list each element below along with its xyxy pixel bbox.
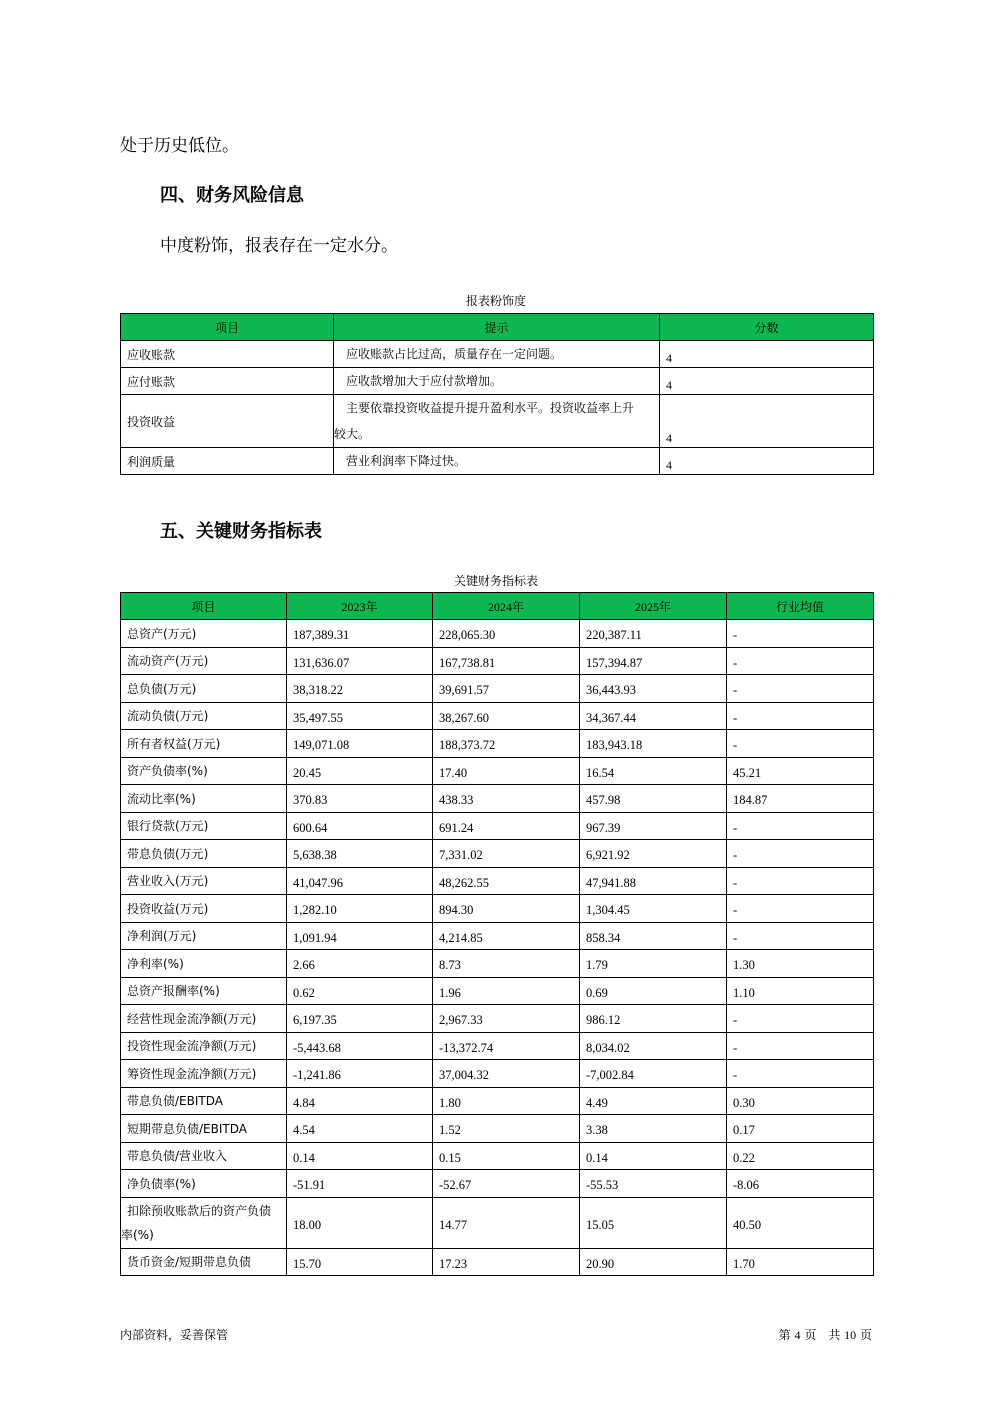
indicator-item-cell: 营业收入(万元) — [121, 867, 287, 895]
value-2023-cell: 1,282.10 — [287, 895, 433, 923]
value-2023-cell: 4.54 — [287, 1115, 433, 1143]
risk-header-score: 分数 — [660, 314, 874, 341]
risk-item-cell: 投资收益 — [121, 395, 334, 448]
industry-avg-cell: 1.30 — [727, 950, 874, 978]
value-2025-cell: 8,034.02 — [580, 1032, 727, 1060]
value-2023-cell: 18.00 — [287, 1197, 433, 1248]
value-2025-cell: 858.34 — [580, 922, 727, 950]
indicator-table-row — [121, 895, 874, 923]
value-2024-cell: 7,331.02 — [433, 840, 580, 868]
indicator-item-cell: 短期带息负债/EBITDA — [121, 1115, 287, 1143]
indicator-table-row — [121, 812, 874, 840]
indicator-item-cell: 净负债率(%) — [121, 1170, 287, 1198]
value-2025-cell: 183,943.18 — [580, 730, 727, 758]
industry-avg-cell: - — [727, 702, 874, 730]
section4-heading: 四、财务风险信息 — [160, 185, 304, 206]
value-2025-cell: -55.53 — [580, 1170, 727, 1198]
section5-heading: 五、关键财务指标表 — [160, 521, 322, 542]
indicator-item-cell: 带息负债/EBITDA — [121, 1087, 287, 1115]
risk-table-row — [121, 395, 874, 448]
risk-header-item: 项目 — [121, 314, 334, 341]
indicator-item-cell: 总资产报酬率(%) — [121, 977, 287, 1005]
industry-avg-cell: 184.87 — [727, 785, 874, 813]
industry-avg-cell: - — [727, 1032, 874, 1060]
value-2024-cell: 14.77 — [433, 1197, 580, 1248]
risk-hint-cell — [334, 368, 660, 395]
industry-avg-cell: 40.50 — [727, 1197, 874, 1248]
indicator-table-row — [121, 840, 874, 868]
indicator-item-cell: 筹资性现金流净额(万元) — [121, 1060, 287, 1088]
value-2023-cell: 1,091.94 — [287, 922, 433, 950]
indicator-table-row — [121, 1087, 874, 1115]
indicator-table-caption: 关键财务指标表 — [453, 574, 538, 588]
value-2023-cell: 6,197.35 — [287, 1005, 433, 1033]
value-2024-cell: 17.23 — [433, 1248, 580, 1276]
value-2025-cell: 6,921.92 — [580, 840, 727, 868]
value-2024-cell: 4,214.85 — [433, 922, 580, 950]
indicator-item-cell: 总资产(万元) — [121, 620, 287, 648]
indicator-item-cell: 带息负债/营业收入 — [121, 1142, 287, 1170]
footer-page-mid: 页 共 — [804, 1328, 841, 1342]
indicator-item-cell: 总负债(万元) — [121, 675, 287, 703]
value-2025-cell: 157,394.87 — [580, 647, 727, 675]
value-2023-cell: 20.45 — [287, 757, 433, 785]
risk-hint-line: 主要依靠投资收益提升提升盈利水平。投资收益率上升 — [346, 401, 635, 415]
value-2025-cell: 0.14 — [580, 1142, 727, 1170]
indicator-table-row — [121, 1248, 874, 1276]
value-2023-cell: 15.70 — [287, 1248, 433, 1276]
value-2025-cell: 457.98 — [580, 785, 727, 813]
indicator-item-cell: 净利率(%) — [121, 950, 287, 978]
value-2023-cell: 0.62 — [287, 977, 433, 1005]
industry-avg-cell: - — [727, 675, 874, 703]
value-2025-cell: 967.39 — [580, 812, 727, 840]
value-2025-cell: 3.38 — [580, 1115, 727, 1143]
value-2024-cell: 0.15 — [433, 1142, 580, 1170]
risk-hint-line: 营业利润率下降过快。 — [346, 454, 467, 468]
industry-avg-cell: - — [727, 812, 874, 840]
intro-tail-text: 处于历史低位。 — [120, 136, 239, 156]
value-2025-cell: 220,387.11 — [580, 620, 727, 648]
indicator-table-row — [121, 647, 874, 675]
value-2023-cell: 149,071.08 — [287, 730, 433, 758]
indicator-table-row — [121, 757, 874, 785]
value-2023-cell: 600.64 — [287, 812, 433, 840]
value-2023-cell: -1,241.86 — [287, 1060, 433, 1088]
risk-item-cell: 应收账款 — [121, 341, 334, 368]
value-2024-cell: 691.24 — [433, 812, 580, 840]
indicator-table-row — [121, 1197, 874, 1248]
indicator-item-cell: 投资收益(万元) — [121, 895, 287, 923]
value-2025-cell: 15.05 — [580, 1197, 727, 1248]
value-2024-cell: 188,373.72 — [433, 730, 580, 758]
industry-avg-cell: - — [727, 867, 874, 895]
risk-hint-cell — [334, 395, 660, 448]
indicator-item-cell: 流动负债(万元) — [121, 702, 287, 730]
indicator-table-row — [121, 675, 874, 703]
ind-header-item: 项目 — [121, 593, 287, 620]
industry-avg-cell: 0.22 — [727, 1142, 874, 1170]
value-2025-cell: 0.69 — [580, 977, 727, 1005]
risk-table-row — [121, 341, 874, 368]
indicator-item-cell: 货币资金/短期带息负债 — [121, 1248, 287, 1276]
risk-item-cell: 应付账款 — [121, 368, 334, 395]
risk-hint-cell — [334, 341, 660, 368]
value-2024-cell: 17.40 — [433, 757, 580, 785]
indicator-item-cell: 资产负债率(%) — [121, 757, 287, 785]
value-2024-cell: 438.33 — [433, 785, 580, 813]
industry-avg-cell: - — [727, 620, 874, 648]
value-2025-cell: 1.79 — [580, 950, 727, 978]
risk-score-cell: 4 — [660, 368, 874, 395]
industry-avg-cell: - — [727, 922, 874, 950]
value-2023-cell: 41,047.96 — [287, 867, 433, 895]
risk-hint-line: 应收账款占比过高，质量存在一定问题。 — [346, 347, 563, 361]
industry-avg-cell: 0.17 — [727, 1115, 874, 1143]
value-2023-cell: 4.84 — [287, 1087, 433, 1115]
value-2023-cell: 0.14 — [287, 1142, 433, 1170]
ind-header-industry-avg: 行业均值 — [727, 593, 874, 620]
indicator-table-row — [121, 922, 874, 950]
risk-header-hint: 提示 — [334, 314, 660, 341]
ind-header-2024: 2024年 — [433, 593, 580, 620]
industry-avg-cell: - — [727, 730, 874, 758]
value-2025-cell: 4.49 — [580, 1087, 727, 1115]
indicator-table-row — [121, 950, 874, 978]
industry-avg-cell: - — [727, 840, 874, 868]
value-2025-cell: 986.12 — [580, 1005, 727, 1033]
indicator-item-cell: 带息负债(万元) — [121, 840, 287, 868]
value-2023-cell: 187,389.31 — [287, 620, 433, 648]
indicator-table-row — [121, 1032, 874, 1060]
industry-avg-cell: - — [727, 895, 874, 923]
indicator-table-row — [121, 1005, 874, 1033]
value-2025-cell: 36,443.93 — [580, 675, 727, 703]
risk-item-cell: 利润质量 — [121, 448, 334, 475]
indicator-item-line: 扣除预收账款后的资产负债 — [127, 1203, 272, 1218]
indicator-table-row — [121, 702, 874, 730]
value-2024-cell: 39,691.57 — [433, 675, 580, 703]
indicator-item-cell: 所有者权益(万元) — [121, 730, 287, 758]
value-2023-cell: 370.83 — [287, 785, 433, 813]
value-2024-cell: 228,065.30 — [433, 620, 580, 648]
footer-page-suffix: 页 — [859, 1328, 872, 1342]
indicator-table-row — [121, 1060, 874, 1088]
value-2024-cell: -13,372.74 — [433, 1032, 580, 1060]
indicator-item-cell: 流动比率(%) — [121, 785, 287, 813]
ind-header-2025: 2025年 — [580, 593, 727, 620]
value-2024-cell: 38,267.60 — [433, 702, 580, 730]
value-2024-cell: 1.52 — [433, 1115, 580, 1143]
value-2023-cell: 5,638.38 — [287, 840, 433, 868]
industry-avg-cell: -8.06 — [727, 1170, 874, 1198]
indicator-table-row — [121, 1142, 874, 1170]
footer-confidential: 内部资料，妥善保管 — [120, 1328, 229, 1342]
risk-hint-cell — [334, 448, 660, 475]
footer-page-prefix: 第 — [778, 1328, 791, 1342]
value-2023-cell: -5,443.68 — [287, 1032, 433, 1060]
value-2025-cell: 34,367.44 — [580, 702, 727, 730]
footer-page-total: 10 — [844, 1328, 857, 1342]
indicator-table-header — [121, 593, 874, 620]
value-2024-cell: 48,262.55 — [433, 867, 580, 895]
indicator-item-cell — [121, 1197, 287, 1248]
value-2023-cell: -51.91 — [287, 1170, 433, 1198]
value-2023-cell: 131,636.07 — [287, 647, 433, 675]
section4-summary: 中度粉饰，报表存在一定水分。 — [160, 236, 398, 256]
risk-table-header — [121, 314, 874, 341]
indicator-table-row — [121, 977, 874, 1005]
risk-table-caption: 报表粉饰度 — [465, 294, 526, 308]
value-2024-cell: 1.80 — [433, 1087, 580, 1115]
value-2025-cell: 1,304.45 — [580, 895, 727, 923]
value-2024-cell: 8.73 — [433, 950, 580, 978]
indicator-table — [120, 592, 874, 1276]
industry-avg-cell: 45.21 — [727, 757, 874, 785]
industry-avg-cell: - — [727, 1005, 874, 1033]
risk-score-cell: 4 — [660, 341, 874, 368]
risk-hint-line: 较大。 — [334, 427, 371, 441]
industry-avg-cell: 1.70 — [727, 1248, 874, 1276]
indicator-table-row — [121, 867, 874, 895]
indicator-item-cell: 经营性现金流净额(万元) — [121, 1005, 287, 1033]
ind-header-2023: 2023年 — [287, 593, 433, 620]
indicator-item-cell: 净利润(万元) — [121, 922, 287, 950]
value-2023-cell: 2.66 — [287, 950, 433, 978]
indicator-item-cell: 投资性现金流净额(万元) — [121, 1032, 287, 1060]
footer-page-current: 4 — [794, 1328, 801, 1342]
value-2024-cell: 2,967.33 — [433, 1005, 580, 1033]
risk-score-cell: 4 — [660, 395, 874, 448]
indicator-table-row — [121, 730, 874, 758]
footer-page-number — [779, 1326, 872, 1343]
industry-avg-cell: 1.10 — [727, 977, 874, 1005]
value-2023-cell: 35,497.55 — [287, 702, 433, 730]
industry-avg-cell: - — [727, 647, 874, 675]
indicator-item-cell: 流动资产(万元) — [121, 647, 287, 675]
risk-table — [120, 313, 874, 475]
indicator-table-row — [121, 785, 874, 813]
risk-score-cell: 4 — [660, 448, 874, 475]
indicator-item-cell: 银行贷款(万元) — [121, 812, 287, 840]
value-2024-cell: 37,004.32 — [433, 1060, 580, 1088]
indicator-table-row — [121, 1115, 874, 1143]
indicator-table-row — [121, 1170, 874, 1198]
value-2023-cell: 38,318.22 — [287, 675, 433, 703]
risk-table-row — [121, 448, 874, 475]
value-2025-cell: 47,941.88 — [580, 867, 727, 895]
value-2025-cell: 16.54 — [580, 757, 727, 785]
industry-avg-cell: - — [727, 1060, 874, 1088]
value-2024-cell: -52.67 — [433, 1170, 580, 1198]
industry-avg-cell: 0.30 — [727, 1087, 874, 1115]
value-2024-cell: 167,738.81 — [433, 647, 580, 675]
value-2025-cell: -7,002.84 — [580, 1060, 727, 1088]
indicator-table-row — [121, 620, 874, 648]
value-2024-cell: 894.30 — [433, 895, 580, 923]
value-2025-cell: 20.90 — [580, 1248, 727, 1276]
value-2024-cell: 1.96 — [433, 977, 580, 1005]
indicator-item-line: 率(%) — [121, 1227, 154, 1242]
risk-hint-line: 应收款增加大于应付款增加。 — [346, 374, 503, 388]
risk-table-row — [121, 368, 874, 395]
